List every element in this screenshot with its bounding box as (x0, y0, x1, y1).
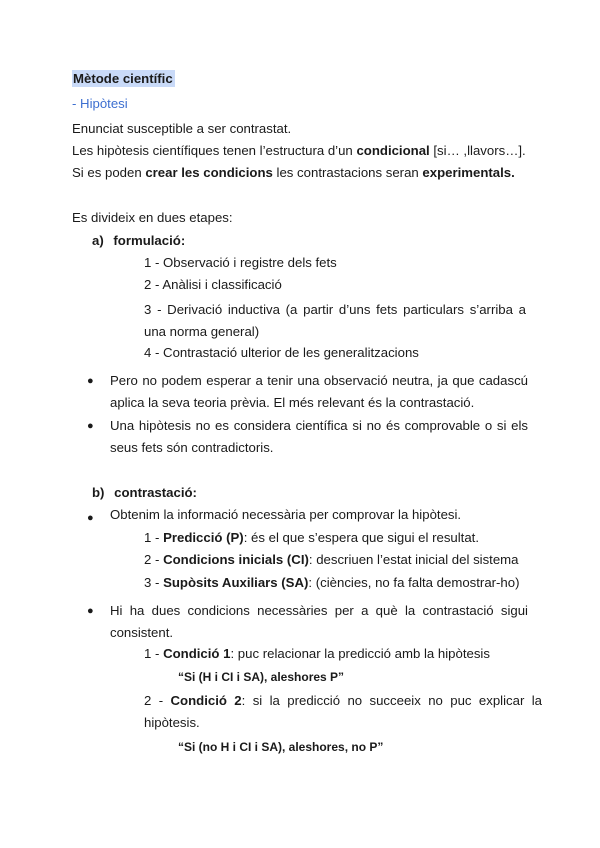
condition-2 (144, 690, 542, 734)
condition-1-post: : puc relacionar la predicció amb la hipòtesis (230, 646, 490, 661)
stage-b-item-3 (144, 575, 520, 591)
stage-b-item-1-pre: 1 - (144, 530, 164, 545)
stage-a-heading (92, 233, 185, 249)
intro-line-1: Enunciat susceptible a ser contrastat. (72, 121, 292, 136)
stage-a-step-4: 4 - Contrastació ulterior de les generalitzacions (144, 345, 419, 360)
bullet-dot-icon: ● (87, 375, 94, 387)
stage-a-step-3: 3 - Derivació inductiva (a partir d’uns fets particulars s’arriba a una norma general) (144, 302, 526, 339)
subtitle: - Hipòtesi (72, 96, 128, 111)
condition-2-bold: Condició 2 (170, 693, 242, 708)
stage-a-label: a) (92, 233, 104, 248)
condition-1-bold: Condició 1 (163, 646, 231, 661)
stage-b-name: contrastació: (114, 485, 197, 500)
bullet-dot-icon: ● (87, 420, 94, 432)
formula-2: “Si (no H i CI i SA), aleshores, no P” (178, 740, 384, 754)
stage-b-item-2-post: : descriuen l’estat inicial del sistema (308, 552, 519, 567)
intro-line-3-bold-2: experimentals. (422, 165, 515, 180)
stage-a-bullet-2: Una hipòtesis no es considera científica si no és comprovable o si els seus fets són contradictoris. (110, 418, 528, 455)
stage-a-step-2: 2 - Anàlisi i classificació (144, 277, 282, 292)
stage-b-bullet-2: Hi ha dues condicions necessàries per a què la contrastació sigui consistent. (110, 603, 528, 640)
stage-b-item-3-pre: 3 - (144, 575, 164, 590)
stage-a-name: formulació: (113, 233, 186, 248)
stage-b-item-1 (144, 530, 479, 546)
page-title (72, 71, 175, 87)
stage-b-item-1-bold: Predicció (P) (163, 530, 244, 545)
intro-line-2-pre: Les hipòtesis científiques tenen l’estructura d’un (72, 143, 357, 158)
condition-1-pre: 1 - (144, 646, 164, 661)
bullet-dot-icon: ● (87, 512, 94, 524)
stage-b-heading (92, 485, 197, 501)
formula-1: “Si (H i CI i SA), aleshores P” (178, 670, 345, 684)
intro-line-3-mid: les contrastacions seran (272, 165, 423, 180)
stage-b-item-1-post: : és el que s’espera que sigui el resultat. (243, 530, 480, 545)
intro-line-2-post: [si… ,llavors…]. (429, 143, 526, 158)
stage-b-item-3-post: : (ciències, no fa falta demostrar-ho) (308, 575, 520, 590)
stage-a-step-1: 1 - Observació i registre dels fets (144, 255, 337, 270)
condition-1 (144, 646, 490, 662)
condition-2-post: : si la predicció no succeeix no puc explicar la hipòtesis. (144, 693, 542, 730)
stage-a-bullet-1: Pero no podem esperar a tenir una observació neutra, ja que cadascú aplica la seva teoria prèvia. El més relevant és la contrastació. (110, 373, 528, 410)
title-highlight: Mètode científic (73, 71, 173, 86)
stage-b-label: b) (92, 485, 105, 500)
intro-line-3-bold-1: crear les condicions (145, 165, 273, 180)
stages-intro: Es divideix en dues etapes: (72, 210, 233, 225)
stage-b-item-2 (144, 552, 519, 568)
intro-line-2 (72, 143, 526, 159)
stage-b-bullet-1: Obtenim la informació necessària per comprovar la hipòtesi. (110, 507, 462, 522)
intro-line-2-bold: condicional (356, 143, 430, 158)
bullet-dot-icon: ● (87, 605, 94, 617)
stage-b-item-3-bold: Supòsits Auxiliars (SA) (163, 575, 309, 590)
intro-line-3-pre: Si es poden (72, 165, 146, 180)
stage-b-item-2-pre: 2 - (144, 552, 164, 567)
condition-2-pre: 2 - (144, 693, 171, 708)
intro-line-3 (72, 165, 515, 181)
stage-b-item-2-bold: Condicions inicials (CI) (163, 552, 309, 567)
